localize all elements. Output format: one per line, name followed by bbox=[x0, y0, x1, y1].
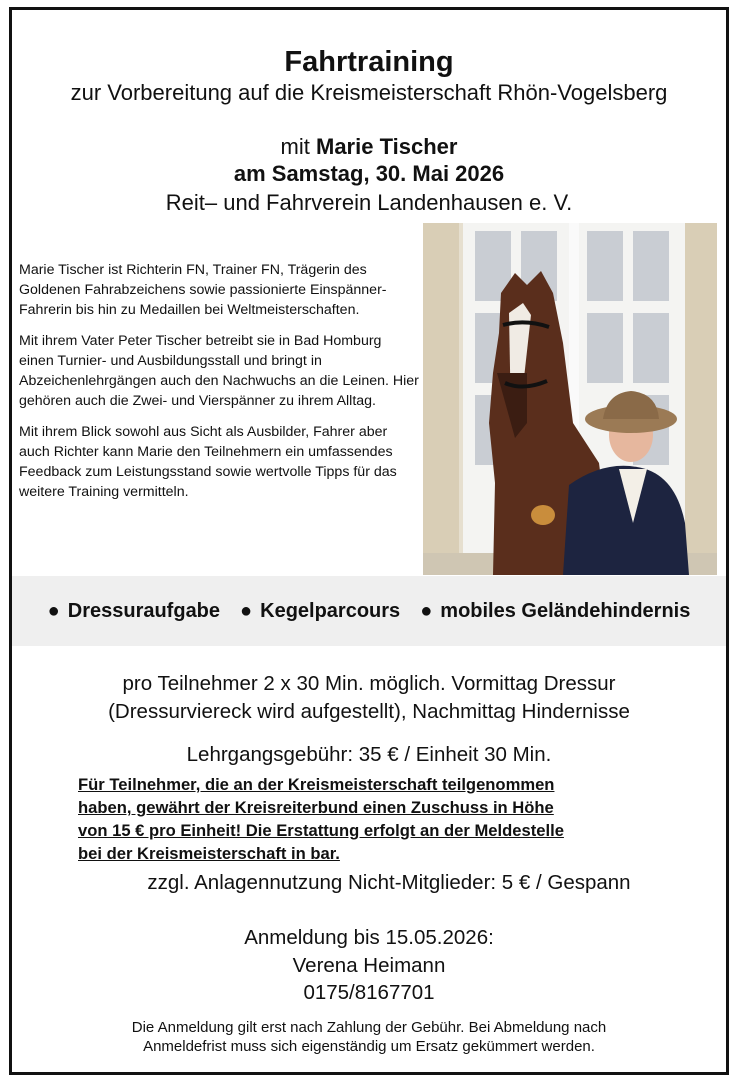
footer-line: Anmeldefrist muss sich eigenständig um Ersatz gekümmert werden. bbox=[143, 1038, 595, 1055]
discipline-label: mobiles Geländehindernis bbox=[440, 599, 691, 622]
flyer-title: Fahrtraining bbox=[284, 46, 454, 78]
schedule-line-2: (Dressurviereck wird aufgestellt), Nachmittag Hindernisse bbox=[108, 700, 630, 723]
contact-phone: 0175/8167701 bbox=[303, 981, 435, 1004]
subsidy-line: bei der Kreismeisterschaft in bar. bbox=[78, 844, 340, 863]
trainer-bio bbox=[19, 260, 419, 513]
bullet-icon: ● bbox=[420, 599, 433, 622]
flyer-subtitle: zur Vorbereitung auf die Kreismeisterschaft Rhön-Vogelsberg bbox=[70, 80, 668, 105]
bio-paragraph: Mit ihrem Vater Peter Tischer betreibt sie in Bad Homburg einen Turnier- und Ausbildungsstall und bringt in Abzeichenlehrgängen auch den Nachwuchs an die Leinen. Hier gehören auch die Zwei- und Vierspänner zu ihrem Alltag. bbox=[19, 333, 419, 409]
trainer-line bbox=[12, 134, 726, 160]
bullet-icon: ● bbox=[240, 599, 253, 622]
trainer-photo bbox=[423, 223, 717, 575]
trainer-name: Marie Tischer bbox=[316, 134, 458, 159]
footer-line: Die Anmeldung gilt erst nach Zahlung der Gebühr. Bei Abmeldung nach bbox=[131, 1019, 607, 1036]
disciplines-bar bbox=[12, 576, 726, 646]
flyer-frame bbox=[9, 7, 729, 1075]
contact-name: Verena Heimann bbox=[292, 954, 446, 977]
bio-paragraph: Mit ihrem Blick sowohl aus Sicht als Ausbilder, Fahrer aber auch Richter kann Marie den Teilnehmern ein umfassendes Feedback zum Leistungsstand sowie wertvolle Tipps für das weitere Training vermitteln. bbox=[19, 424, 397, 500]
registration-deadline: Anmeldung bis 15.05.2026: bbox=[244, 926, 494, 949]
event-date: am Samstag, 30. Mai 2026 bbox=[233, 161, 505, 186]
schedule-line-1: pro Teilnehmer 2 x 30 Min. möglich. Vormittag Dressur bbox=[122, 672, 616, 695]
discipline-label: Kegelparcours bbox=[260, 599, 401, 622]
subsidy-line: haben, gewährt der Kreisreiterbund einen Zuschuss in Höhe bbox=[78, 798, 554, 817]
bio-paragraph: Marie Tischer ist Richterin FN, Trainer FN, Trägerin des Goldenen Fahrabzeichens sowie passionierte Einspänner-Fahrerin bis hin zu Medaillen bei Weltmeisterschaften. bbox=[19, 262, 387, 318]
club-name: Reit– und Fahrverein Landenhausen e. V. bbox=[165, 190, 573, 215]
with-prefix: mit bbox=[280, 134, 316, 159]
discipline-item bbox=[420, 600, 690, 623]
subsidy-line: Für Teilnehmer, die an der Kreismeisterschaft teilgenommen bbox=[78, 775, 555, 794]
bullet-icon: ● bbox=[47, 599, 60, 622]
fee-line: Lehrgangsgebühr: 35 € / Einheit 30 Min. bbox=[186, 743, 552, 766]
facility-fee: zzgl. Anlagennutzung Nicht-Mitglieder: 5 € / Gespann bbox=[147, 871, 631, 894]
discipline-item bbox=[48, 600, 220, 623]
footer-note bbox=[12, 1018, 726, 1056]
discipline-label: Dressuraufgabe bbox=[67, 599, 221, 622]
discipline-item bbox=[240, 600, 400, 623]
subsidy-line: von 15 € pro Einheit! Die Erstattung erfolgt an der Meldestelle bbox=[78, 821, 564, 840]
subsidy-note bbox=[78, 773, 678, 865]
